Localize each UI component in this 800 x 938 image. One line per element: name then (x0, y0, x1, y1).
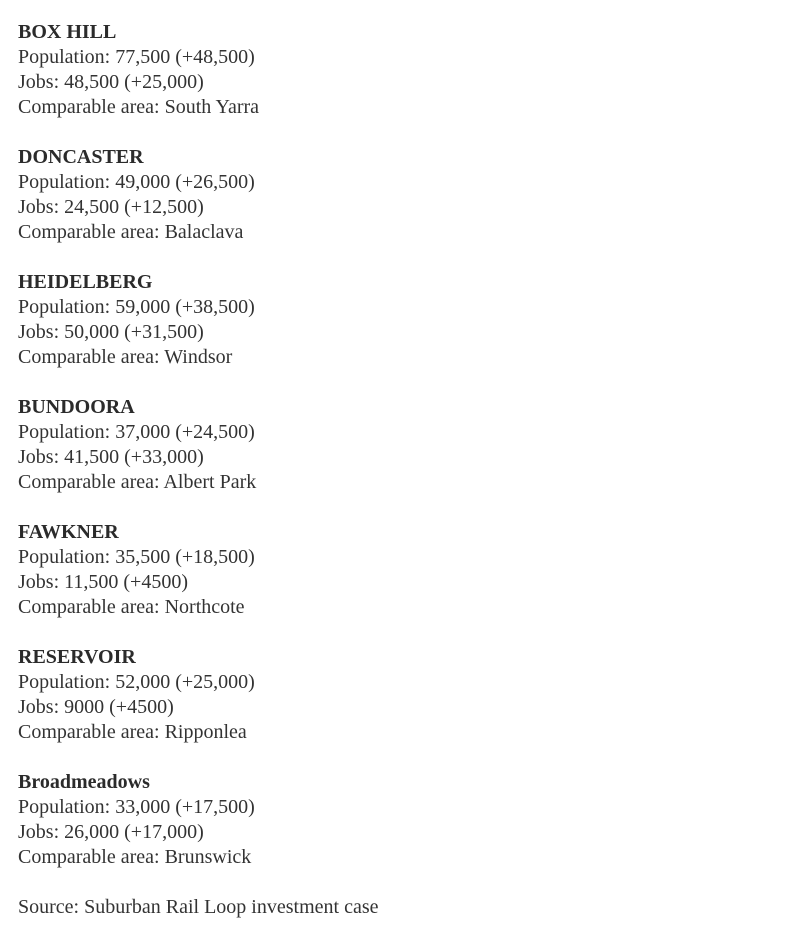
area-comparable: Comparable area: Albert Park (18, 471, 257, 493)
area-jobs: Jobs: 48,500 (+25,000) (18, 71, 204, 93)
area-name: Broadmeadows (18, 771, 150, 793)
area-comparable: Comparable area: Northcote (18, 596, 245, 618)
area-comparable: Comparable area: South Yarra (18, 96, 260, 118)
area-comparable: Comparable area: Ripponlea (18, 721, 247, 743)
area-comparable: Comparable area: Balaclava (18, 221, 244, 243)
area-section-doncaster (18, 145, 788, 270)
area-population: Population: 77,500 (+48,500) (18, 46, 255, 68)
source-note: Source: Suburban Rail Loop investment case (18, 896, 379, 918)
area-section-bundoora (18, 395, 788, 520)
area-population: Population: 37,000 (+24,500) (18, 421, 255, 443)
area-section-fawkner (18, 520, 788, 645)
area-population: Population: 35,500 (+18,500) (18, 546, 255, 568)
area-name: HEIDELBERG (18, 271, 153, 293)
area-population: Population: 49,000 (+26,500) (18, 171, 255, 193)
area-name: DONCASTER (18, 146, 144, 168)
area-jobs: Jobs: 50,000 (+31,500) (18, 321, 204, 343)
area-name: BOX HILL (18, 21, 117, 43)
area-population: Population: 59,000 (+38,500) (18, 296, 255, 318)
area-jobs: Jobs: 9000 (+4500) (18, 696, 174, 718)
area-section-broadmeadows (18, 770, 788, 895)
area-jobs: Jobs: 11,500 (+4500) (18, 571, 188, 593)
area-comparable: Comparable area: Windsor (18, 346, 233, 368)
area-population: Population: 52,000 (+25,000) (18, 671, 255, 693)
area-name: RESERVOIR (18, 646, 136, 668)
area-jobs: Jobs: 41,500 (+33,000) (18, 446, 204, 468)
area-name: FAWKNER (18, 521, 119, 543)
area-section-reservoir (18, 645, 788, 770)
area-population: Population: 33,000 (+17,500) (18, 796, 255, 818)
area-jobs: Jobs: 26,000 (+17,000) (18, 821, 204, 843)
area-jobs: Jobs: 24,500 (+12,500) (18, 196, 204, 218)
area-section-heidelberg (18, 270, 788, 395)
area-section-box-hill (18, 20, 788, 145)
article-body (18, 20, 788, 920)
area-comparable: Comparable area: Brunswick (18, 846, 252, 868)
area-name: BUNDOORA (18, 396, 135, 418)
